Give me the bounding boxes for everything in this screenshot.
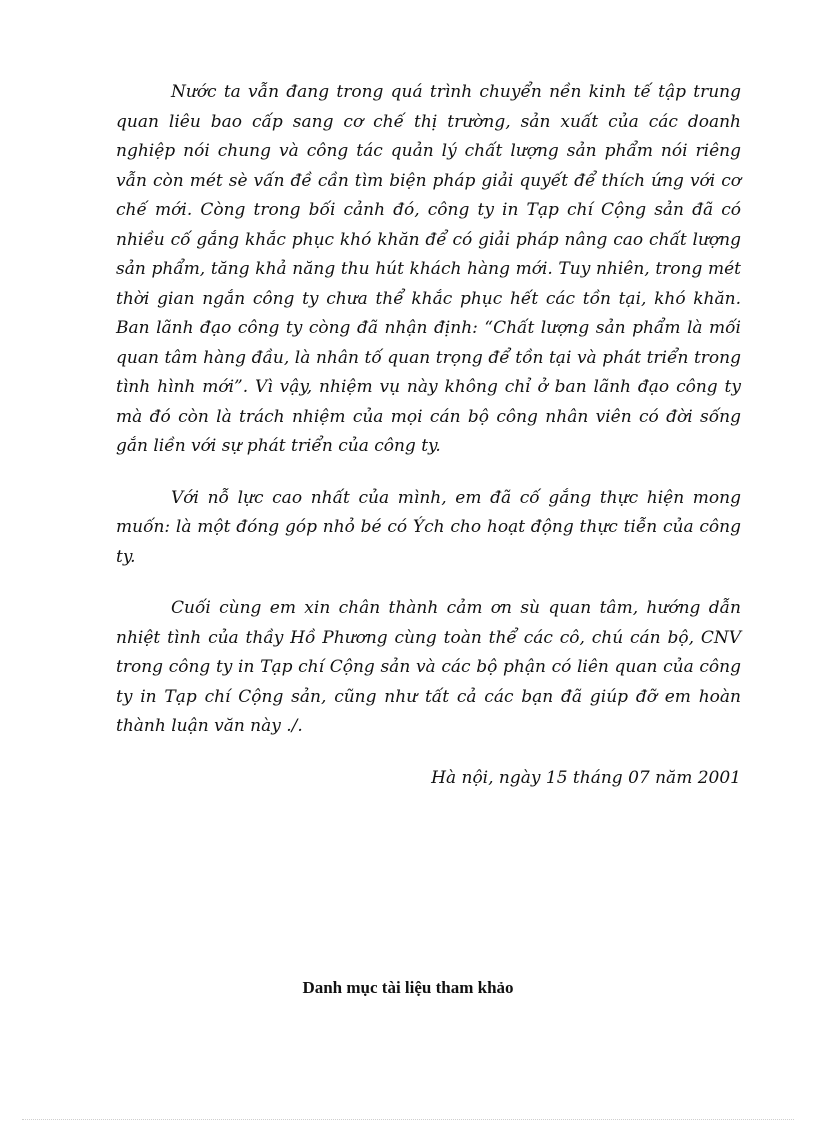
paragraph-thanks: Cuối cùng em xin chân thành cảm ơn sù quan tâm, hướng dẫn nhiệt tình của thầy Hồ Phương cùng toàn thể các cô, chú cán bộ, CNV trong công ty in Tạp chí Cộng sản và các bộ phận có liên quan của công ty in Tạp chí Cộng sản, cũng như tất cả các bạn đã giúp đỡ em hoàn thành luận văn này ./.: [116, 598, 741, 736]
body-text: [116, 78, 741, 793]
page-bottom-divider: [22, 1119, 794, 1120]
references-heading: Danh mục tài liệu tham khảo: [302, 978, 514, 997]
date-signoff: Hà nội, ngày 15 tháng 07 năm 2001: [431, 767, 741, 788]
paragraph-intro: Nước ta vẫn đang trong quá trình chuyển nền kinh tế tập trung quan liêu bao cấp sang cơ chế thị trường, sản xuất của các doanh nghiệp nói chung và công tác quản lý chất lượng sản phẩm nói riêng vẫn còn mét sè vấn đề cần tìm biện pháp giải quyết để thích ứng với cơ chế mới. Còng trong bối cảnh đó, công ty in Tạp chí Cộng sản đã có nhiều cố gắng khắc phục khó khăn để có giải pháp nâng cao chất lượng sản phẩm, tăng khả năng thu hút khách hàng mới. Tuy nhiên, trong mét thời gian ngắn công ty chưa thể khắc phục hết các tồn tại, khó khăn. Ban lãnh đạo công ty còng đã nhận định: “Chất lượng sản phẩm là mối quan tâm hàng đầu, là nhân tố quan trọng để tồn tại và phát triển trong tình hình mới”. Vì vậy, nhiệm vụ này không chỉ ở ban lãnh đạo công ty mà đó còn là trách nhiệm của mọi cán bộ công nhân viên có đời sống gắn liền với sự phát triển của công ty.: [116, 82, 741, 456]
paragraph-effort: Với nỗ lực cao nhất của mình, em đã cố gắng thực hiện mong muốn: là một đóng góp nhỏ bé có Ých cho hoạt động thực tiễn của công ty.: [116, 487, 741, 567]
